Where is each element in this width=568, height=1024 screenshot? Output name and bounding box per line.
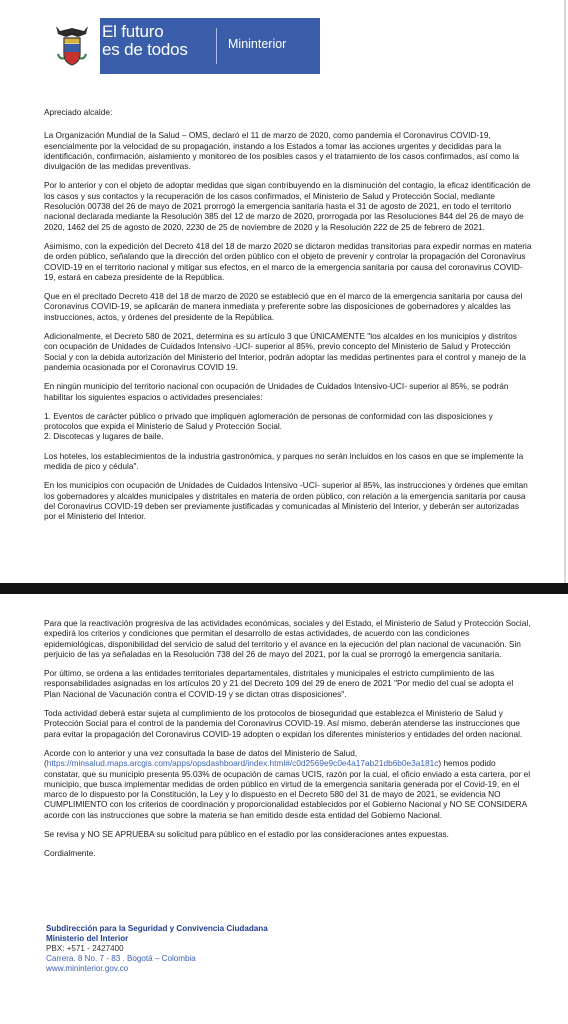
paragraph: Asimismo, con la expedición del Decreto 418 del 18 de marzo 2020 se dictaron medidas transitorias para expedir normas en materia de orden público, señalando que la dirección del orden público con el objeto de prevenir y controlar la propagación del Coronavirus COVID-19 en el territorio nacional y mitigar sus efectos, en el marco de la emergencia sanitaria por causa del coronavirus COVID-19, estará en cabeza presidente de la República. (44, 240, 532, 282)
paragraph: Por último, se ordena a las entidades territoriales departamentales, distritales y municipales el estricto cumplimiento de las responsabilidades asignadas en los artículos 20 y 21 del Decreto 109 del 29 de enero de 2021 "Por medio del cual se adopta el Plan Nacional de Vacunación contra el COVID-19 y se dictan otras disposiciones". (44, 668, 514, 699)
greeting: Apreciado alcalde: (44, 107, 113, 117)
ministry-banner (44, 18, 320, 74)
banner-divider (216, 28, 217, 64)
paragraph: Se revisa y NO SE APRUEBA su solicitud para público en el estadio por las consideraciones antes expuestas. (44, 829, 449, 840)
paragraph: La Organización Mundial de la Salud – OMS, declaró el 11 de marzo de 2020, como pandemia el Coronavirus COVID-19, esencialmente por la velocidad de su propagación, instando a los Estados a tomar las acciones urgentes y decididas para la identificación, confirmación, aislamiento y monitoreo de los posibles casos y el tratamiento de los casos confirmados, así como la divulgación de las medidas preventivas. (44, 130, 519, 172)
paragraph: En los municipios con ocupación de Unidades de Cuidados Intensivo -UCI- superior al 85%, las instrucciones y órdenes que emitan los gobernadores y alcaldes municipales y distritales en materia de orden público, con relación a la emergencia sanitaria por causa del Coronavirus COVID-19 deben ser previamente justificadas y comunicadas al Ministerio del Interior, y deberán ser autorizadas por el Ministerio del Interior. (44, 480, 528, 522)
signature-block (46, 924, 268, 974)
phone-number: PBX: +571 - 2427400 (46, 944, 124, 953)
paragraph: Toda actividad deberá estar sujeta al cumplimiento de los protocolos de bioseguridad que establezca el Ministerio de Salud y Protección Social para el control de la pandemia del Coronavirus COVID-19. Así mismo, deberán atenderse las instrucciones que para evitar la propagación del Coronavirus COVID-19 adopten o expidan los diferentes ministerios y entidades del orden nacional. (44, 708, 523, 739)
letter-page-1 (4, 0, 566, 583)
page-separator (0, 583, 568, 594)
address: Carrera. 8 No. 7 - 83 . Bogotá – Colombia (46, 954, 196, 963)
ministry-name: Mininterior (228, 37, 287, 51)
department-name: Subdirección para la Seguridad y Convivencia Ciudadana (46, 924, 268, 933)
paragraph: Por lo anterior y con el objeto de adoptar medidas que sigan contribuyendo en la disminución del contagio, la eficaz identificación de los casos y sus contactos y la recuperación de los casos confirmados, el Ministerio de Salud y Protección Social, mediante Resolución 00738 del 26 de mayo de 2021 prorrogó la emergencia sanitaria hasta el 31 de agosto de 2021, en todo el territorio nacional declarada mediante la Resolución 385 del 12 de marzo de 2020, prorrogada por las Resoluciones 844 del 26 de mayo de 2020, 1462 del 25 de agosto de 2020, 2230 de 25 de noviembre de 2020 y la Resolución 222 de 25 de febrero de 2021. (44, 180, 531, 232)
paragraph-text: Acorde con lo anterior y una vez consultada la base de datos del Ministerio de Salud, ( (44, 747, 358, 769)
motto-line-2: es de todos (102, 40, 188, 59)
paragraph (44, 748, 532, 820)
paragraph: Adicionalmente, el Decreto 580 de 2021, determina es su artículo 3 que ÚNICAMENTE "los alcaldes en los municipios y distritos con ocupación de Unidades de Cuidados Intensivo -UCI- superior al 85%, previo concepto del Ministerio de Salud y Protección Social y con la debida autorización del Ministerio del Interior, podrán adoptar las medidas pertinentes para el control y manejo de la pandemia ocasionada por el Coronavirus COVID 19. (44, 331, 526, 372)
ministry-signature: Ministerio del Interior (46, 934, 129, 943)
paragraph: Que en el precitado Decreto 418 del 18 de marzo de 2020 se estableció que en el marco de la emergencia sanitaria por causa del Coronavirus COVID-19, se aplicarán de manera inmediata y preferente sobre las disposiciones de gobernadores y alcaldes las instrucciones, actos, y órdenes del presidente de la República. (44, 291, 523, 322)
list-item: 2. Discotecas y lugares de baile. (44, 431, 164, 442)
closing: Cordialmente. (44, 848, 96, 859)
letter-body-page-1 (44, 107, 532, 531)
coat-of-arms-icon (44, 18, 100, 74)
list-item: 1. Eventos de carácter público o privado que impliquen aglomeración de personas de conformidad con las disposiciones y protocolos que expida el Ministerio de Salud y Protección Social. (44, 410, 493, 432)
paragraph: Los hoteles, los establecimientos de la industria gastronómica, y parques no serán incluidos en los casos en que se implemente la medida de pico y cédula". (44, 450, 524, 472)
website-link[interactable]: www.mininterior.gov.co (46, 964, 129, 973)
government-motto (102, 23, 242, 59)
motto-line-1: El futuro (102, 22, 164, 41)
letter-body-page-2 (44, 618, 532, 868)
dashboard-link[interactable]: https://minsalud.maps.arcgis.com/apps/opsdashboard/index.html#/c0d2569e9c0e4a17ab21db6b0e3a181c (46, 758, 439, 769)
paragraph-text: ) hemos podido constatar, que su municipio presenta 95.03% de ocupación de camas UCIS, razón por la cual, el oficio enviado a esta cartera, por el municipio, que busca implementar medidas de orden público en virtud de la emergencia sanitaria generada por el Covid-19, en el marco de lo dispuesto por la Constitución, la Ley y lo dispuesto en el Decreto 580 del 31 de mayo de 2021, se evidencia NO CUMPLIMIENTO con los criterios de coordinación y proporcionalidad establecidos por el Gobierno Nacional y NO SE CONSIDERA acorde con las instrucciones que sobre la materia se han emitido desde esta entidad del Gobierno Nacional. (44, 758, 531, 820)
letter-page-2 (4, 594, 564, 1024)
paragraph: Para que la reactivación progresiva de las actividades económicas, sociales y del Estado, el Ministerio de Salud y Protección Social, expedirá los criterios y condiciones que permitan el desarrollo de estas actividades, de acuerdo con las condiciones epidemiológicas, disponibilidad del servicio de salud del territorio y el avance en la ejecución del plan nacional de vacunación. Sin perjuicio de las ya señaladas en la Resolución 738 del 26 de mayo del 2021, por la cual se prorrogó la emergencia sanitaria. (44, 618, 531, 659)
paragraph: En ningún municipio del territorio nacional con ocupación de Unidades de Cuidados Intensivo-UCI- superior al 85%, se podrán habilitar los siguientes espacios o actividades presenciales: (44, 381, 509, 402)
